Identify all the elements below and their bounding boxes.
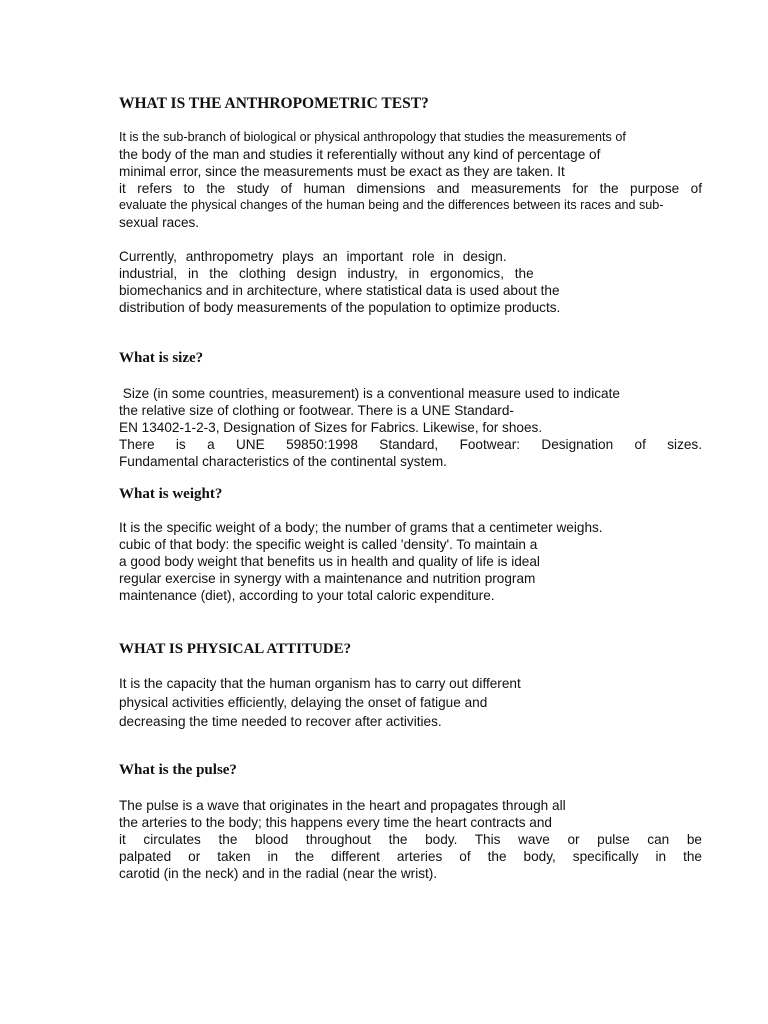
- heading-physical-attitude: WHAT IS PHYSICAL ATTITUDE?: [119, 641, 352, 657]
- text-line: regular exercise in synergy with a maintenance and nutrition program: [119, 571, 536, 586]
- paragraph-anthropometric-intro: [119, 129, 702, 231]
- text-line: the body of the man and studies it referentially without any kind of percentage of: [119, 147, 601, 162]
- text-line: a good body weight that benefits us in health and quality of life is ideal: [119, 554, 540, 569]
- text-line: evaluate the physical changes of the human being and the differences between its races and sub-: [119, 198, 664, 212]
- text-line: Fundamental characteristics of the continental system.: [119, 454, 447, 469]
- text-line: it circulates the blood throughout the body. This wave or pulse can be: [119, 832, 702, 847]
- text-line: carotid (in the neck) and in the radial (near the wrist).: [119, 866, 438, 881]
- text-line: maintenance (diet), according to your total caloric expenditure.: [119, 588, 495, 603]
- heading-what-is-pulse: What is the pulse?: [119, 762, 237, 778]
- heading-anthropometric-test: WHAT IS THE ANTHROPOMETRIC TEST?: [119, 95, 429, 112]
- text-line: sexual races.: [119, 215, 200, 230]
- text-line: industrial, in the clothing design industry, in ergonomics, the: [119, 266, 534, 281]
- text-line: distribution of body measurements of the population to optimize products.: [119, 300, 561, 315]
- heading-what-is-size: What is size?: [119, 350, 204, 366]
- text-line: minimal error, since the measurements must be exact as they are taken. It: [119, 164, 565, 179]
- text-line: palpated or taken in the different arteries of the body, specifically in the: [119, 849, 702, 864]
- heading-what-is-weight: What is weight?: [119, 486, 223, 502]
- text-line: Currently, anthropometry plays an important role in design.: [119, 249, 507, 264]
- text-line: cubic of that body: the specific weight is called 'density'. To maintain a: [119, 537, 538, 552]
- text-line: It is the specific weight of a body; the number of grams that a centimeter weighs.: [119, 520, 603, 535]
- text-line: It is the sub-branch of biological or physical anthropology that studies the measurements of: [119, 130, 626, 144]
- paragraph-size: [119, 385, 702, 470]
- paragraph-weight: [119, 519, 603, 604]
- text-line: the arteries to the body; this happens every time the heart contracts and: [119, 815, 552, 830]
- text-line: physical activities efficiently, delaying the onset of fatigue and: [119, 695, 488, 710]
- text-line: There is a UNE 59850:1998 Standard, Footwear: Designation of sizes.: [119, 437, 702, 452]
- text-line: EN 13402-1-2-3, Designation of Sizes for Fabrics. Likewise, for shoes.: [119, 420, 543, 435]
- paragraph-anthropometric-design: [119, 248, 560, 316]
- text-line: it refers to the study of human dimensions and measurements for the purpose of: [119, 181, 702, 196]
- text-line: decreasing the time needed to recover after activities.: [119, 714, 442, 729]
- paragraph-physical-attitude: [119, 674, 521, 731]
- text-line: The pulse is a wave that originates in the heart and propagates through all: [119, 798, 566, 813]
- text-line: It is the capacity that the human organism has to carry out different: [119, 676, 521, 691]
- paragraph-pulse: [119, 797, 702, 882]
- text-line: the relative size of clothing or footwear. There is a UNE Standard-: [119, 403, 514, 418]
- text-line: biomechanics and in architecture, where statistical data is used about the: [119, 283, 560, 298]
- text-line: Size (in some countries, measurement) is a conventional measure used to indicate: [119, 386, 620, 401]
